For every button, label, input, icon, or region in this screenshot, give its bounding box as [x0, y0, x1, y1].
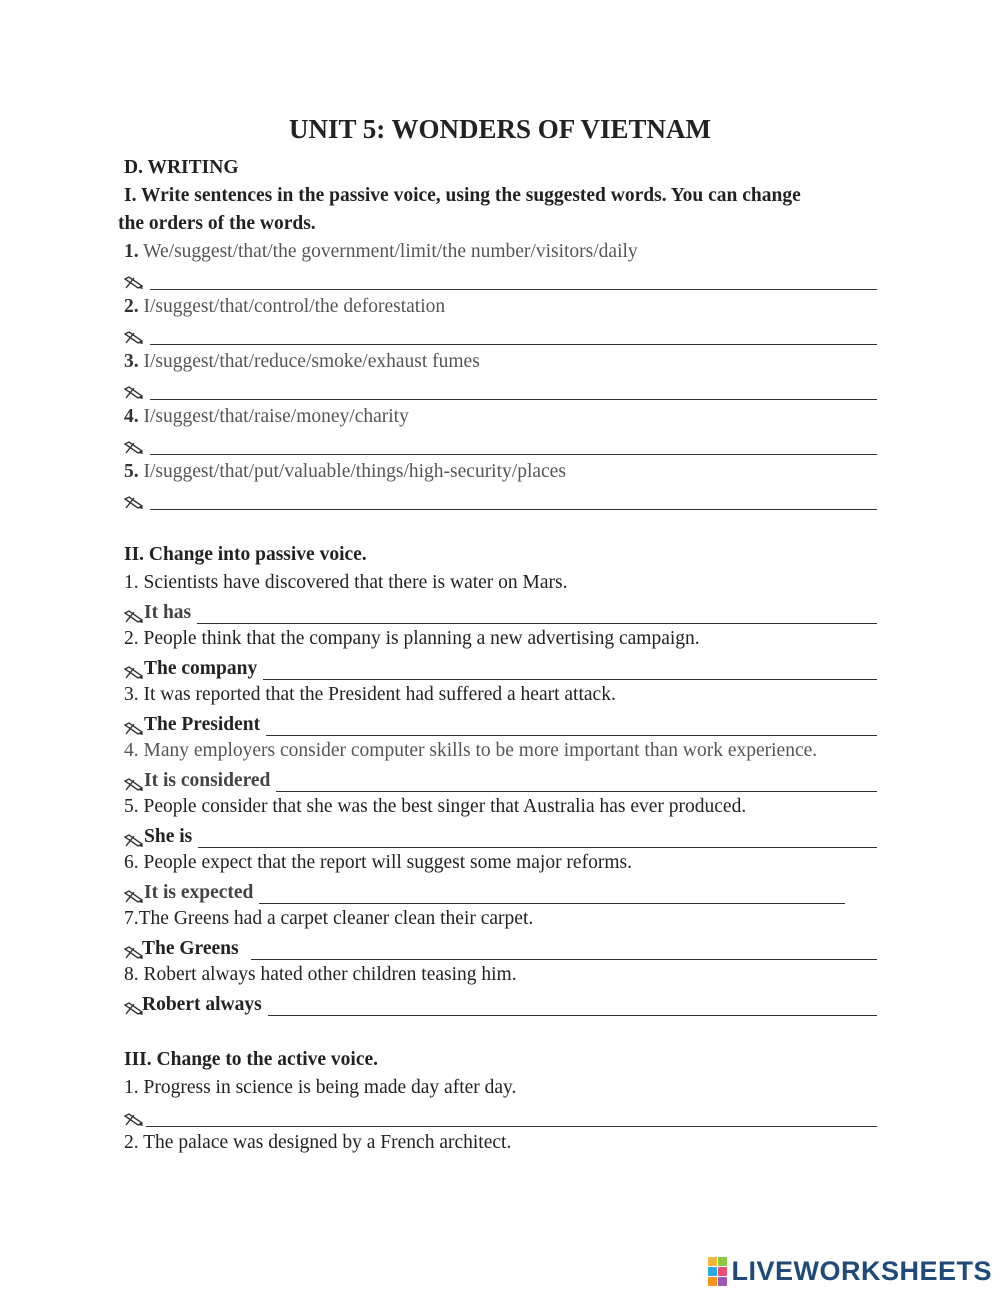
pencil-icon: [124, 890, 144, 904]
liveworksheets-logo: [708, 1256, 992, 1286]
answer-input[interactable]: [150, 267, 877, 290]
item-number: 5.: [124, 461, 139, 482]
answer-row: [124, 934, 877, 960]
answer-row: [124, 429, 877, 455]
section-heading: D. WRITING: [124, 157, 239, 178]
pencil-icon: [124, 496, 144, 510]
answer-input[interactable]: [263, 657, 877, 680]
item-prompt: We/suggest/that/the government/limit/the number/visitors/daily: [143, 241, 638, 262]
answer-input[interactable]: [150, 487, 877, 510]
answer-input[interactable]: [266, 713, 877, 736]
pencil-icon: [124, 610, 144, 624]
answer-row: [124, 710, 877, 736]
part1-item: [124, 295, 445, 319]
pencil-icon: [124, 834, 144, 848]
part1-item: [124, 240, 638, 264]
part2-item: 8. Robert always hated other children teasing him.: [124, 964, 517, 985]
answer-input[interactable]: [150, 322, 877, 345]
answer-input[interactable]: [251, 937, 877, 960]
answer-lead: She is: [144, 826, 193, 847]
item-prompt: I/suggest/that/put/valuable/things/high-security/places: [143, 461, 566, 482]
part1-heading-line2: the orders of the words.: [118, 213, 316, 234]
answer-row: [124, 374, 877, 400]
answer-lead: The President: [144, 714, 261, 735]
answer-row: [124, 598, 877, 624]
answer-row: [124, 264, 877, 290]
part2-item: 2. People think that the company is planning a new advertising campaign.: [124, 628, 700, 649]
part1-item: [124, 350, 480, 374]
item-number: 4.: [124, 406, 139, 427]
part2-item: 6. People expect that the report will suggest some major reforms.: [124, 852, 632, 873]
pencil-icon: [124, 722, 144, 736]
pencil-icon: [124, 386, 144, 400]
answer-input[interactable]: [198, 825, 877, 848]
item-prompt: I/suggest/that/reduce/smoke/exhaust fumes: [143, 351, 480, 372]
answer-lead: It is considered: [144, 770, 271, 791]
answer-input[interactable]: [150, 432, 877, 455]
part2-item: 1. Scientists have discovered that there is water on Mars.: [124, 572, 568, 593]
answer-row: [124, 766, 877, 792]
answer-row: [124, 822, 877, 848]
part2-item: 3. It was reported that the President had suffered a heart attack.: [124, 684, 616, 705]
pencil-icon: [124, 1113, 146, 1127]
part1-item: [124, 460, 566, 484]
logo-text: LIVEWORKSHEETS: [731, 1255, 992, 1286]
part2-item: 5. People consider that she was the best singer that Australia has ever produced.: [124, 796, 747, 817]
part3-item: 2. The palace was designed by a French architect.: [124, 1132, 512, 1153]
pencil-icon: [124, 331, 144, 345]
part1-item: [124, 405, 409, 429]
answer-input[interactable]: [146, 1104, 877, 1127]
part3-heading: III. Change to the active voice.: [124, 1049, 379, 1070]
answer-lead: It is expected: [144, 882, 254, 903]
answer-input[interactable]: [150, 377, 877, 400]
part2-heading: II. Change into passive voice.: [124, 544, 367, 565]
page-title: UNIT 5: WONDERS OF VIETNAM: [288, 114, 712, 144]
answer-row: [124, 484, 877, 510]
pencil-icon: [124, 666, 144, 680]
pencil-icon: [124, 1002, 142, 1016]
item-number: 1.: [124, 241, 139, 262]
item-number: 2.: [124, 296, 139, 317]
part2-item: 4. Many employers consider computer skills to be more important than work experience.: [124, 740, 818, 761]
pencil-icon: [124, 946, 142, 960]
answer-input[interactable]: [197, 601, 877, 624]
answer-row: [124, 1101, 877, 1127]
answer-row: [124, 878, 845, 904]
item-prompt: I/suggest/that/raise/money/charity: [143, 406, 409, 427]
answer-lead: It has: [144, 602, 192, 623]
pencil-icon: [124, 441, 144, 455]
pencil-icon: [124, 778, 144, 792]
answer-lead: Robert always: [142, 994, 262, 1015]
part2-item: 7.The Greens had a carpet cleaner clean their carpet.: [124, 908, 534, 929]
answer-row: [124, 319, 877, 345]
answer-lead: The Greens: [142, 938, 239, 959]
item-prompt: I/suggest/that/control/the deforestation: [143, 296, 446, 317]
part1-heading-line1: I. Write sentences in the passive voice, using the suggested words. You can change: [124, 185, 801, 206]
answer-lead: The company: [144, 658, 258, 679]
answer-input[interactable]: [259, 881, 845, 904]
item-number: 3.: [124, 351, 139, 372]
pencil-icon: [124, 276, 144, 290]
answer-input[interactable]: [268, 993, 877, 1016]
answer-input[interactable]: [276, 769, 877, 792]
answer-row: [124, 990, 877, 1016]
answer-row: [124, 654, 877, 680]
part3-item: 1. Progress in science is being made day after day.: [124, 1077, 517, 1098]
logo-mark: [708, 1257, 727, 1286]
